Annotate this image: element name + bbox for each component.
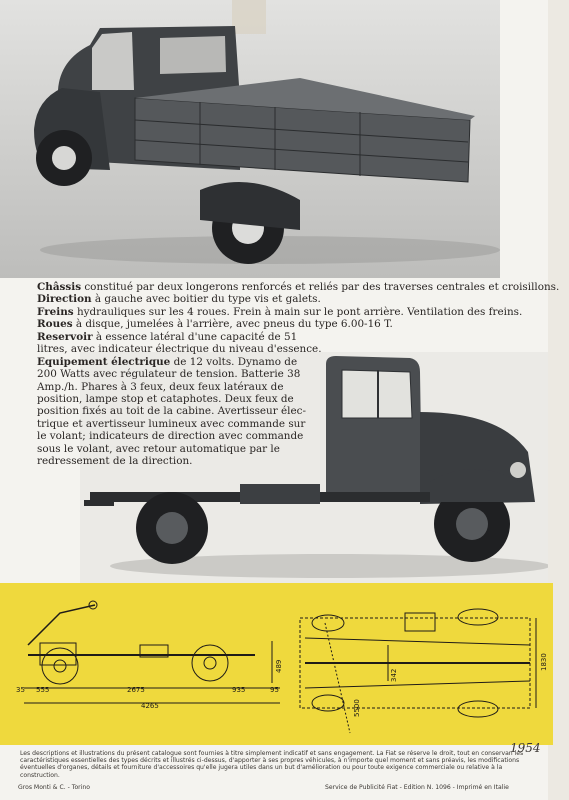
spec-equipement-line: sous le volant, avec retour automatique par le (37, 442, 280, 455)
dim-height: 489 (275, 659, 283, 673)
spec-equipement-line: 200 Watts avec régulateur de tension. Batterie 38 (37, 368, 301, 381)
spec-text-roues: à disque, jumelées à l'arrière, avec pneus du type 6.00-16 T. (72, 318, 393, 331)
spec-text-reservoir-1: à essence latéral d'une capacité de 51 (92, 331, 298, 343)
specifications-continued (37, 331, 327, 467)
spec-chassis (37, 281, 560, 293)
dim-rear-overhang: 95 (270, 686, 279, 694)
spec-text-direction: à gauche avec boitier du type vis et galets. (91, 293, 321, 306)
spec-equipement-line: position fixés au toit de la cabine. Avertisseur élec- (37, 405, 306, 418)
flatbed-truck-photo (0, 0, 500, 278)
printer-credit: Gros Monti & C. - Torino (18, 784, 90, 791)
spec-term-roues: Roues (37, 318, 73, 331)
dim-track: 342 (390, 668, 398, 682)
spec-equipement-line: position, lampe stop et cataphotes. Deux feux de (37, 393, 294, 406)
spec-reservoir-cont: litres, avec indicateur électrique du niveau d'essence. (37, 343, 322, 356)
dim-total-length: 4265 (141, 702, 159, 710)
handwritten-year: 1954 (510, 741, 541, 755)
disclaimer-text: Les descriptions et illustrations du présent catalogue sont fournies à titre simplement indicatif et sans engagement. La Fiat se réserve le droit, tout en conservan les caractéristiques essentielles des types décrits et illustrés ci-dessus, d'apporter à ses propres véhicules, à n'importe quel moment et sans préavis, les modifications éventuelles d'organes, détails et fourniture d'accessoires qu'elle jugera utiles dans un but d'amélioration ou pour toute exigence commerciale ou relative à la construction. (20, 750, 524, 779)
dim-wheelbase: 2675 (127, 686, 145, 694)
spec-equipement-line: redressement de la direction. (37, 455, 193, 468)
technical-drawing-band (0, 583, 553, 745)
spec-freins (37, 306, 547, 318)
spec-term-chassis: Châssis (37, 281, 82, 293)
spec-term-direction: Direction (37, 293, 92, 306)
specifications-text (37, 281, 560, 331)
spec-reservoir (37, 331, 327, 343)
spec-equipement-line: trique et avertisseur lumineux avec commande sur (37, 417, 306, 430)
spec-text-freins: hydrauliques sur les 4 roues. Frein à main sur le pont arrière. Ventilation des freins. (73, 305, 523, 318)
spec-text-chassis: constitué par deux longerons renforcés et reliés par des traverses centrales et croisillons. (81, 281, 560, 293)
dim-rear-axle: 935 (232, 686, 246, 694)
spec-term-freins: Freins (37, 305, 74, 318)
spec-text-equipement-0: de 12 volts. Dynamo de (170, 355, 298, 368)
publisher-credit: Service de Publicité Fiat - Edition N. 1096 - Imprimé en Italie (325, 784, 509, 791)
spec-equipement (37, 356, 327, 368)
dim-front-axle: 555 (36, 686, 50, 694)
dim-front-overhang: 35 (16, 686, 25, 694)
spec-term-equipement: Equipement électrique (37, 355, 171, 368)
spec-equipement-line: Amp./h. Phares à 3 feux, deux feux latéraux de (37, 380, 284, 393)
spec-direction (37, 293, 547, 305)
spec-equipement-line: le volant; indicateurs de direction avec commande (37, 430, 304, 443)
dim-turning: 5500 (353, 699, 361, 717)
spec-term-reservoir: Reservoir (37, 331, 93, 343)
spec-roues (37, 318, 547, 330)
dim-width: 1830 (540, 653, 548, 671)
